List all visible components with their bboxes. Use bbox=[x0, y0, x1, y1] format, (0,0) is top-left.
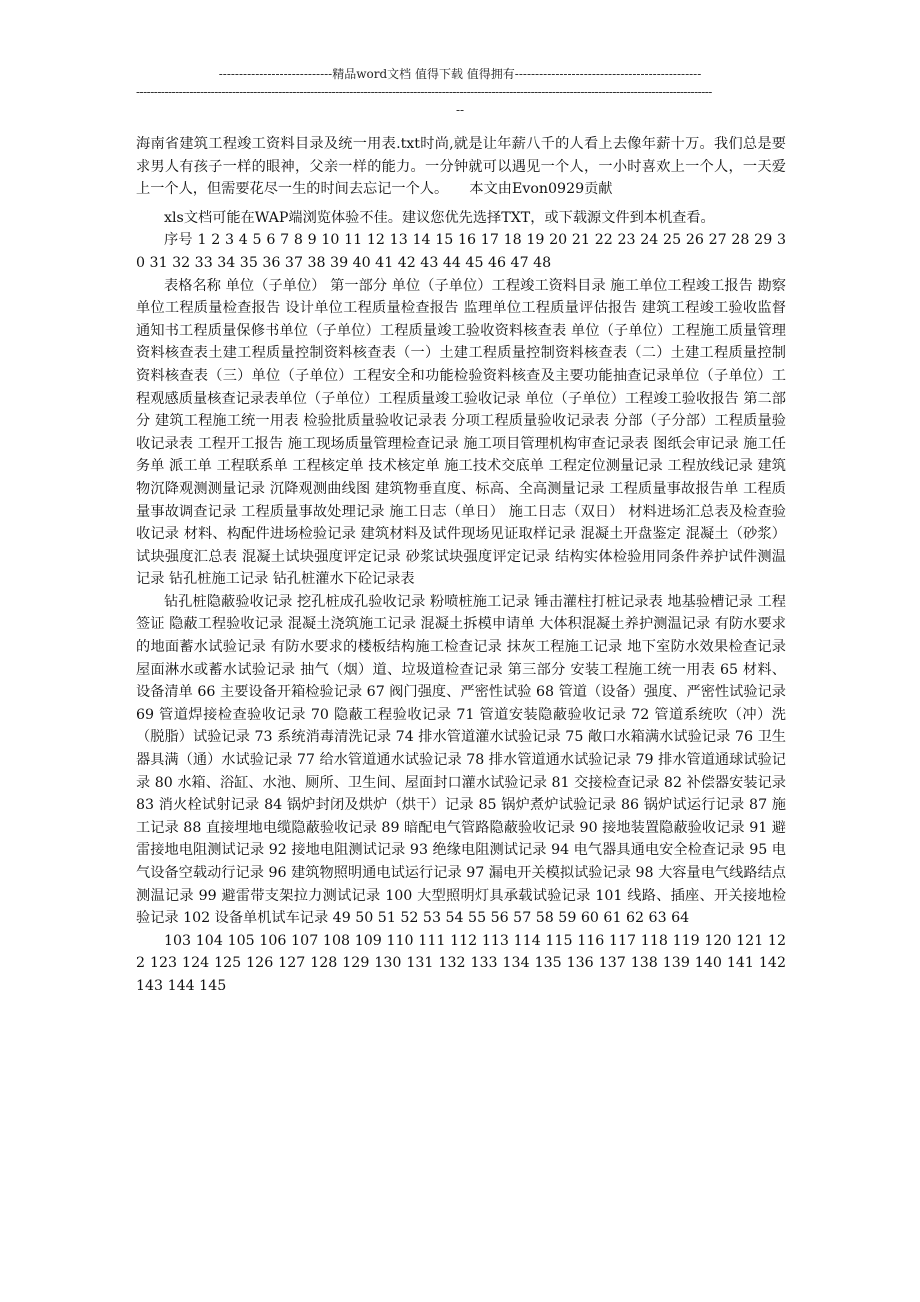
header-banner: ----------------------------精品word文档 值得下载 值得拥有---------------------------------------------- bbox=[218, 67, 702, 81]
serial-number-paragraph: 序号 1 2 3 4 5 6 7 8 9 10 11 12 13 14 15 16 17 18 19 20 21 22 23 24 25 26 27 28 29 30 31 32 33 34 35 36 37 38 39 40 41 42 43 44 45 46 47 48 bbox=[136, 232, 786, 271]
header-rule-tail: -- bbox=[455, 103, 465, 117]
intro-paragraph: 海南省建筑工程竣工资料目录及统一用表.txt时尚,就是让年薪八千的人看上去像年薪十万。我们总是要求男人有孩子一样的眼神，父亲一样的能力。一分钟就可以遇见一个人，一小时喜欢上一个人，一天爱上一个人，但需要花尽一生的时间去忘记一个人。 本文由Evon0929贡献 bbox=[136, 136, 786, 198]
format-notice-paragraph: xls文档可能在WAP端浏览体验不佳。建议您优先选择TXT，或下载源文件到本机查看。 bbox=[164, 209, 715, 226]
form-names-continued-paragraph: 钻孔桩隐蔽验收记录 挖孔桩成孔验收记录 粉喷桩施工记录 锤击灌柱打桩记录表 地基验槽记录 工程签证 隐蔽工程验收记录 混凝土浇筑施工记录 混凝土拆模申请单 大体积混凝土养护测温记录 有防水要求的地面蓄水试验记录 有防水要求的楼板结构施工检查记录 抹灰工程施工记录 地下室防水效果检查记录 屋面淋水或蓄水试验记录 抽气（烟）道、垃圾道检查记录 第三部分 安装工程施工统一用表 65 材料、设备清单 66 主要设备开箱检验记录 67 阀门强度、严密性试验 68 管道（设备）强度、严密性试验记录 69 管道焊接检查验收记录 70 隐蔽工程验收记录 71 管道安装隐蔽验收记录 72 管道系统吹（冲）洗（脱脂）试验记录 73 系统消毒清洗记录 74 排水管道灌水试验记录 75 敞口水箱满水试验记录 76 卫生器具满（通）水试验记录 77 给水管道通水试验记录 78 排水管道通水试验记录 79 排水管道通球试验记录 80 水箱、浴缸、水池、厕所、卫生间、屋面封口灌水试验记录 81 交接检查记录 82 补偿器安装记录 83 消火栓试射记录 84 锅炉封闭及烘炉（烘干）记录 85 锅炉煮炉试验记录 86 锅炉试运行记录 87 施工记录 88 直接埋地电缆隐蔽验收记录 89 暗配电气管路隐蔽验收记录 90 接地装置隐蔽验收记录 91 避雷接地电阻测试记录 92 接地电阻测试记录 93 绝缘电阻测试记录 94 电气器具通电安全检查记录 95 电气设备空载动行记录 96 建筑物照明通电试运行记录 97 漏电开关模拟试验记录 98 大容量电气线路结点测温记录 99 避雷带支架拉力测试记录 100 大型照明灯具承载试验记录 101 线路、插座、开关接地检验记录 102 设备单机试车记录 49 50 51 52 53 54 55 56 57 58 59 60 61 62 63 64 bbox=[136, 593, 786, 927]
serial-number-continued-paragraph: 103 104 105 106 107 108 109 110 111 112 113 114 115 116 117 118 119 120 121 122 123 124 125 126 127 128 129 130 131 132 133 134 135 136 137 138 139 140 141 142 143 144 145 bbox=[136, 932, 786, 994]
form-names-paragraph: 表格名称 单位（子单位） 第一部分 单位（子单位）工程竣工资料目录 施工单位工程竣工报告 勘察单位工程质量检查报告 设计单位工程质量检查报告 监理单位工程质量评估报告 建筑工程竣工验收监督通知书工程质量保修书单位（子单位）工程质量竣工验收资料核查表 单位（子单位）工程施工质量管理资料核查表土建工程质量控制资料核查表（一）土建工程质量控制资料核查表（二）土建工程质量控制资料核查表（三）单位（子单位）工程安全和功能检验资料核查及主要功能抽查记录单位（子单位）工程观感质量核查记录表单位（子单位）工程质量竣工验收记录 单位（子单位）工程竣工验收报告 第二部分 建筑工程施工统一用表 检验批质量验收记录表 分项工程质量验收记录表 分部（子分部）工程质量验收记录表 工程开工报告 施工现场质量管理检查记录 施工项目管理机构审查记录表 图纸会审记录 施工任务单 派工单 工程联系单 工程核定单 技术核定单 施工技术交底单 工程定位测量记录 工程放线记录 建筑物沉降观测测量记录 沉降观测曲线图 建筑物垂直度、标高、全高测量记录 工程质量事故报告单 工程质量事故调查记录 工程质量事故处理记录 施工日志（单日） 施工日志（双日） 材料进场汇总表及检查验收记录 材料、构配件进场检验记录 建筑材料及试件现场见证取样记录 混凝土开盘鉴定 混凝土（砂浆）试块强度汇总表 混凝土试块强度评定记录 砂浆试块强度评定记录 结构实体检验用同条件养护试件测温记录 钻孔桩施工记录 钻孔桩灌水下砼记录表 bbox=[136, 277, 786, 588]
page-header bbox=[136, 66, 784, 118]
document-body bbox=[136, 133, 786, 998]
header-rule: ------------------------------------------------------------------------------------------------------------------------------------------------------------------ bbox=[136, 85, 712, 99]
